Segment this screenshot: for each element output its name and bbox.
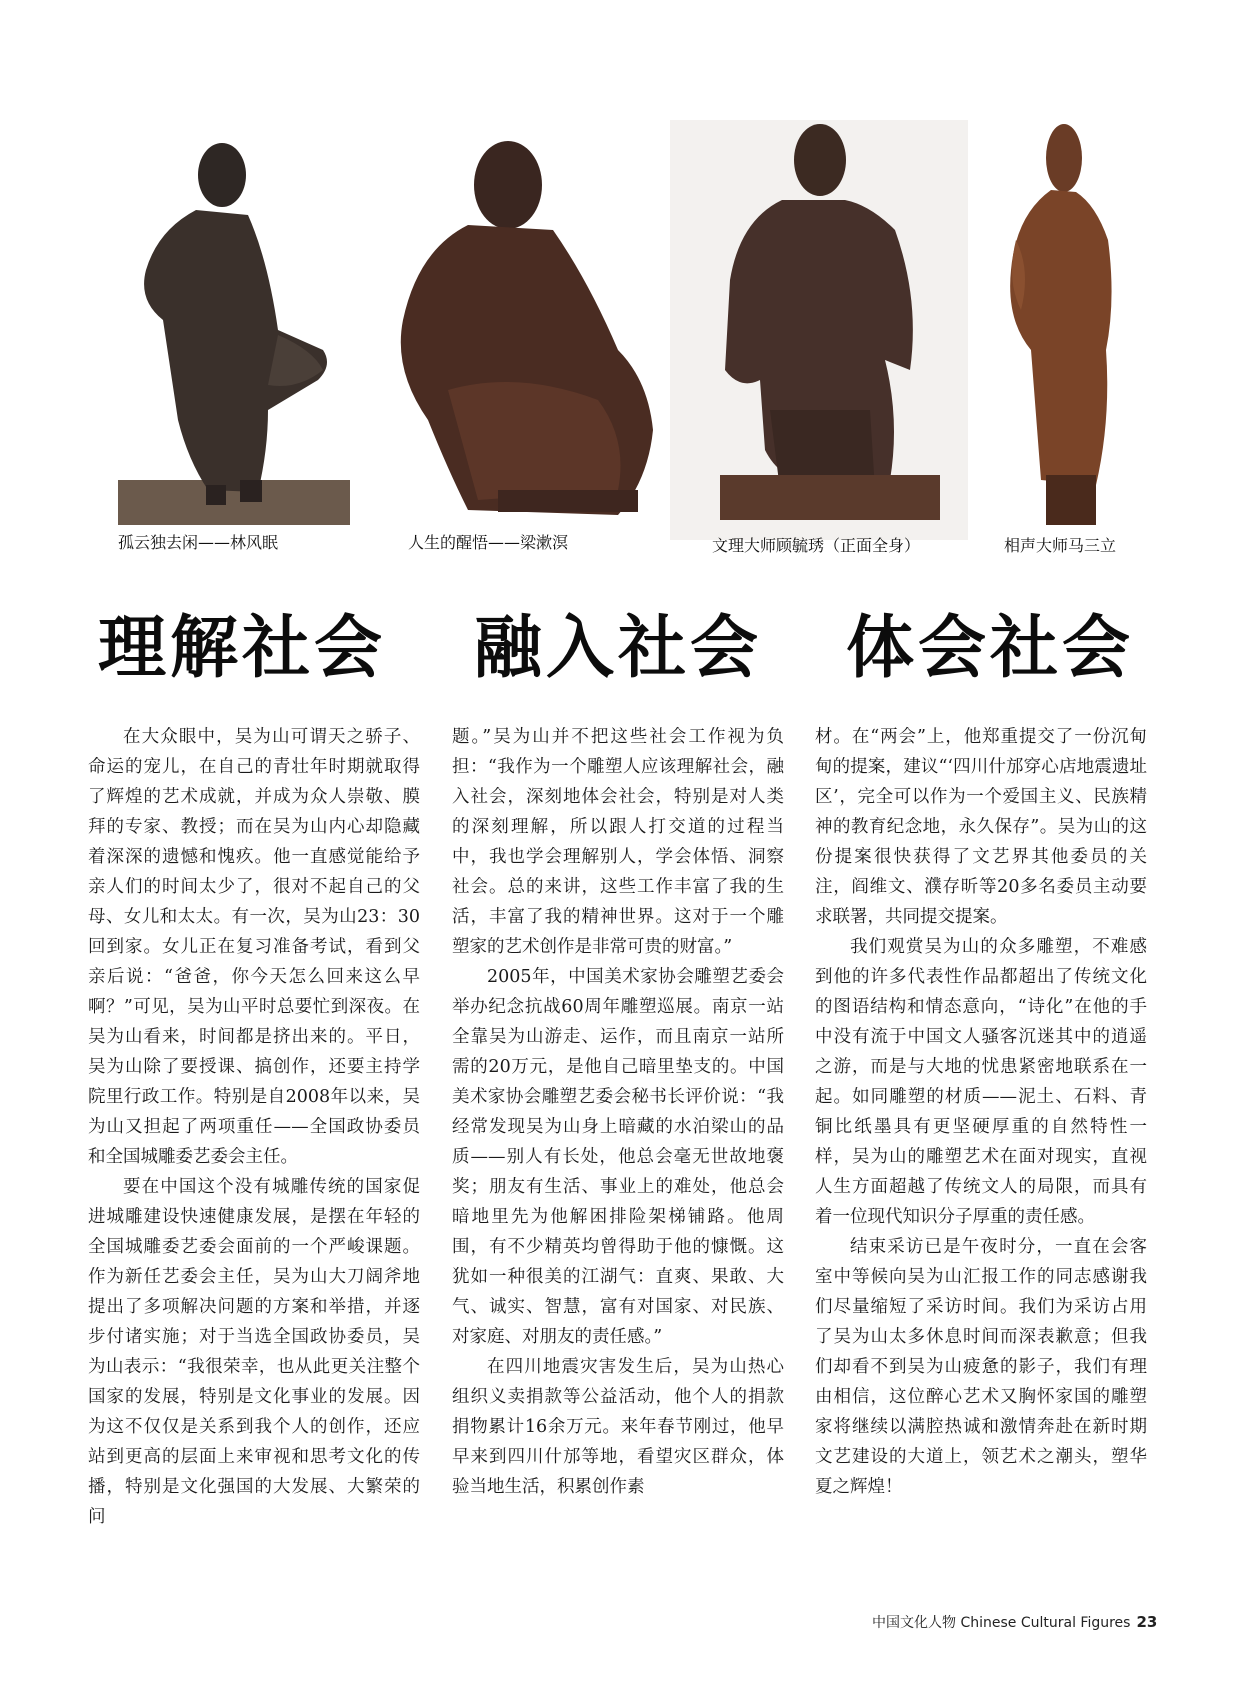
sculpture-photo-liang-shuming (388, 130, 656, 525)
article-column-1 (88, 722, 420, 1532)
page-footer (872, 1612, 1157, 1632)
headline-understand-society: 理解社会 (98, 608, 387, 688)
sculpture-photo-lin-fengmian (118, 130, 350, 525)
article-column-3 (815, 722, 1147, 1502)
sculpture-photo-ma-sanli (996, 120, 1126, 530)
paragraph: 结束采访已是午夜时分，一直在会客室中等候向吴为山汇报工作的同志感谢我们尽量缩短了采访时间。我们为采访占用了吴为山太多休息时间而深表歉意；但我们却看不到吴为山疲惫的影子，我们有理由相信，这位醉心艺术又胸怀家国的雕塑家将继续以满腔热诚和激情奔赴在新时期文艺建设的大道上，领艺术之潮头，塑华夏之辉煌！ (815, 1237, 1147, 1497)
page-number: 23 (1136, 1613, 1158, 1631)
magazine-name: 中国文化人物 Chinese Cultural Figures (872, 1615, 1131, 1631)
sculpture-photo-gu-yuxiu (670, 120, 968, 540)
article-column-2 (452, 722, 784, 1502)
paragraph: 2005年，中国美术家协会雕塑艺委会举办纪念抗战60周年雕塑巡展。南京一站全靠吴为山游走、运作，而且南京一站所需的20万元，是他自己暗里垫支的。中国美术家协会雕塑艺委会秘书长评价说：“我经常发现吴为山身上暗藏的水泊梁山的品质——别人有长处，他总会毫无世故地褒奖；朋友有生活、事业上的难处，他总会暗地里先为他解困排险架梯铺路。他周围，有不少精英均曾得助于他的慷慨。这犹如一种很美的江湖气：直爽、果敢、大气、诚实、智慧，富有对国家、对民族、对家庭、对朋友的责任感。” (452, 967, 784, 1347)
paragraph: 我们观赏吴为山的众多雕塑，不难感到他的许多代表性作品都超出了传统文化的图语结构和情态意向，“诗化”在他的手中没有流于中国文人骚客沉迷其中的逍遥之游，而是与大地的忧患紧密地联系在一起。如同雕塑的材质——泥土、石料、青铜比纸墨具有更坚硬厚重的自然特性一样，吴为山的雕塑艺术在面对现实，直视人生方面超越了传统文人的局限，而具有着一位现代知识分子厚重的责任感。 (815, 937, 1147, 1227)
headline-integrate-society: 融入社会 (474, 608, 763, 688)
paragraph: 在大众眼中，吴为山可谓天之骄子、命运的宠儿，在自己的青壮年时期就取得了辉煌的艺术成就，并成为众人崇敬、膜拜的专家、教授；而在吴为山内心却隐藏着深深的遗憾和愧疚。他一直感觉能给予亲人们的时间太少了，很对不起自己的父母、女儿和太太。有一次，吴为山23：30回到家。女儿正在复习准备考试，看到父亲后说：“爸爸，你今天怎么回来这么早啊？”可见，吴为山平时总要忙到深夜。在吴为山看来，时间都是挤出来的。平日，吴为山除了要授课、搞创作，还要主持学院里行政工作。特别是自2008年以来，吴为山又担起了两项重任——全国政协委员和全国城雕委艺委会主任。 (88, 727, 420, 1167)
paragraph: 要在中国这个没有城雕传统的国家促进城雕建设快速健康发展，是摆在年轻的全国城雕委艺委会面前的一个严峻课题。作为新任艺委会主任，吴为山大刀阔斧地提出了多项解决问题的方案和举措，并逐步付诸实施；对于当选全国政协委员，吴为山表示：“我很荣幸，也从此更关注整个国家的发展，特别是文化事业的发展。因为这不仅仅是关系到我个人的创作，还应站到更高的层面上来审视和思考文化的传播，特别是文化强国的大发展、大繁荣的问 (88, 1177, 420, 1527)
photo-caption-lin-fengmian: 孤云独去闲——林风眠 (118, 533, 279, 552)
photo-caption-ma-sanli: 相声大师马三立 (1004, 536, 1117, 555)
headline-experience-society: 体会社会 (846, 608, 1135, 688)
photo-caption-liang-shuming: 人生的醒悟——梁漱溟 (408, 533, 569, 552)
paragraph: 在四川地震灾害发生后，吴为山热心组织义卖捐款等公益活动，他个人的捐款捐物累计16余万元。来年春节刚过，他早早来到四川什邡等地，看望灾区群众，体验当地生活，积累创作素 (452, 1357, 784, 1497)
paragraph: 材。在“两会”上，他郑重提交了一份沉甸甸的提案，建议“‘四川什邡穿心店地震遗址区’，完全可以作为一个爱国主义、民族精神的教育纪念地，永久保存”。吴为山的这份提案很快获得了文艺界其他委员的关注，阎维文、濮存昕等20多名委员主动要求联署，共同提交提案。 (815, 727, 1147, 927)
paragraph: 题。”吴为山并不把这些社会工作视为负担：“我作为一个雕塑人应该理解社会，融入社会，深刻地体会社会，特别是对人类的深刻理解，所以跟人打交道的过程当中，我也学会理解别人，学会体悟、洞察社会。总的来讲，这些工作丰富了我的生活，丰富了我的精神世界。这对于一个雕塑家的艺术创作是非常可贵的财富。” (452, 727, 784, 957)
photo-caption-gu-yuxiu: 文理大师顾毓琇（正面全身） (712, 536, 921, 555)
